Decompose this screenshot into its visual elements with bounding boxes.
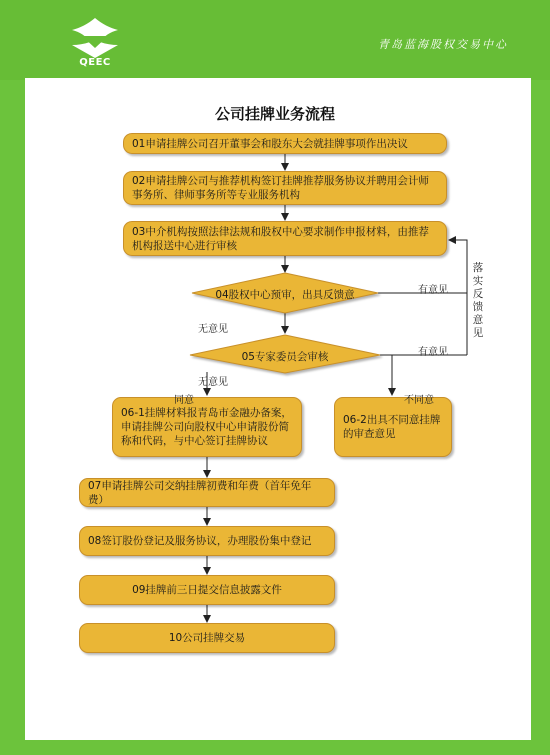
label-has-opinion-05: 有意见 [418,347,448,358]
step-10 [79,623,335,653]
step-03 [123,221,447,256]
brand-name: 青岛蓝海股权交易中心 [378,38,508,51]
step-02 [123,171,447,205]
label-no-opinion-05: 无意见 [198,377,228,388]
step-06-2-text: 06-2出具不同意挂牌的审查意见 [343,414,441,440]
step-09 [79,575,335,605]
label-agree: 同意 [174,395,194,406]
label-feedback: 落实反馈意见 [472,262,484,339]
step-01-text: 01申请挂牌公司召开董事会和股东大会就挂牌事项作出决议 [132,137,408,150]
decision-05-text: 05专家委员会审核 [241,351,329,363]
arrow-05-062 [362,355,392,395]
step-06-2 [334,397,452,457]
label-has-opinion-04: 有意见 [418,285,448,296]
label-no-opinion-04: 无意见 [198,324,228,335]
step-10-text: 10公司挂牌交易 [168,632,246,644]
page-title: 公司挂牌业务流程 [214,105,335,123]
step-01 [123,133,447,154]
label-disagree: 不同意 [404,395,434,406]
feedback-return [449,240,467,355]
step-09-text: 09挂牌前三日提交信息披露文件 [132,584,282,596]
decision-04-text: 04股权中心预审，出具反馈意 [215,289,355,301]
step-02-text: 02申请挂牌公司与推荐机构签订挂牌推荐服务协议并聘用会计师事务所、律师事务所等专业服务机构 [132,175,429,201]
logo-text: QEEC [79,57,111,68]
step-08 [79,526,335,556]
step-07 [79,478,335,507]
step-06-1 [112,397,302,457]
step-03-text: 03中介机构按照法律法规和股权中心要求制作申报材料，由推荐机构报送中心进行审核 [132,225,429,252]
step-07-text: 07申请挂牌公司交纳挂牌初费和年费（首年免年费） [88,479,312,506]
step-06-1-text: 06-1挂牌材料报青岛市金融办备案，申请挂牌公司向股权中心申请股份简称和代码，与中心签订挂牌协议 [121,407,292,447]
step-08-text: 08签订股份登记及服务协议，办理股份集中登记 [88,535,312,547]
